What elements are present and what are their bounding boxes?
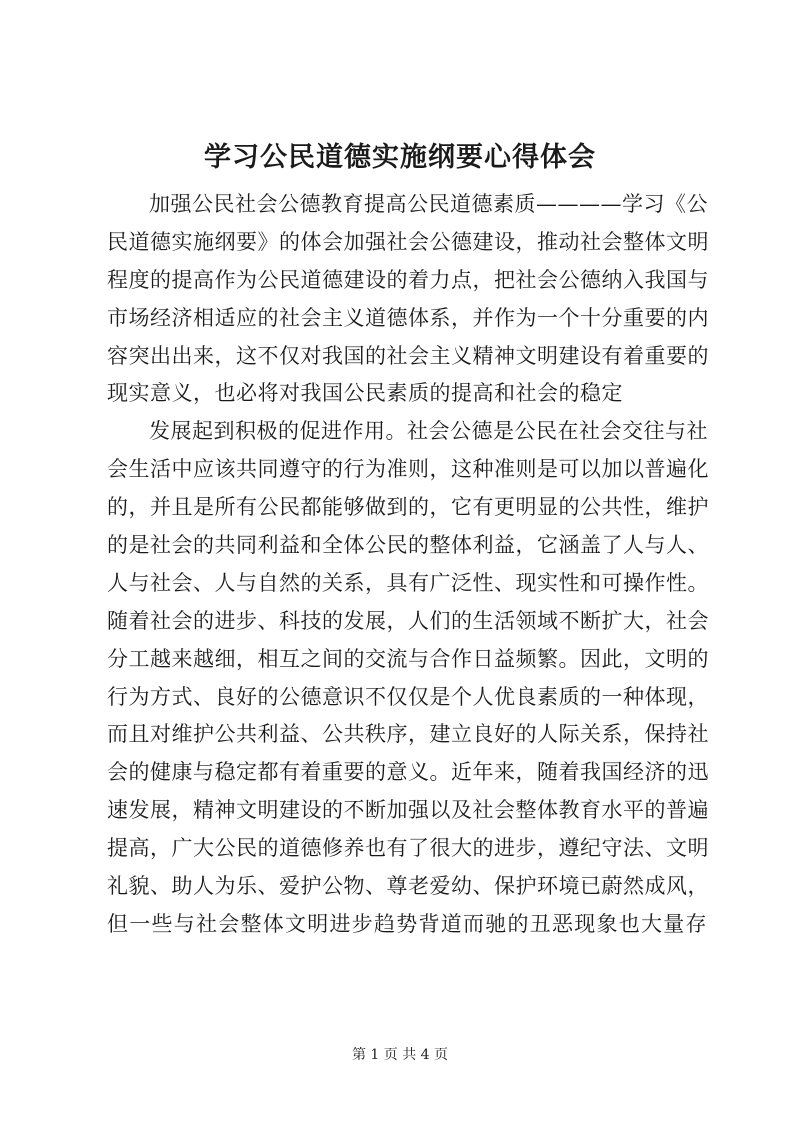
page-number-footer: 第 1 页 共 4 页 [351, 1047, 449, 1063]
text-line: 的是社会的共同利益和全体公民的整体利益，它涵盖了人与人、 [107, 533, 709, 558]
text-line: 速发展，精神文明建设的不断加强以及社会整体教育水平的普遍 [107, 798, 709, 823]
text-line: 会的健康与稳定都有着重要的意义。近年来，随着我国经济的迅 [107, 760, 709, 785]
text-line: 礼貌、助人为乐、爱护公物、尊老爱幼、保护环境已蔚然成风， [107, 874, 709, 899]
text-line: 而且对维护公共利益、公共秩序，建立良好的人际关系，保持社 [107, 722, 709, 747]
text-line: 市场经济相适应的社会主义道德体系，并作为一个十分重要的内 [107, 305, 709, 330]
text-line: 人与社会、人与自然的关系，具有广泛性、现实性和可操作性。 [107, 570, 709, 595]
text-line: 会生活中应该共同遵守的行为准则，这种准则是可以加以普遍化 [107, 457, 709, 482]
text-line: 行为方式、良好的公德意识不仅仅是个人优良素质的一种体现， [107, 684, 709, 709]
text-line: 但一些与社会整体文明进步趋势背道而驰的丑恶现象也大量存 [107, 911, 707, 936]
text-line: 容突出出来，这不仅对我国的社会主义精神文明建设有着重要的 [107, 343, 709, 368]
text-line: 的，并且是所有公民都能够做到的，它有更明显的公共性，维护 [107, 495, 709, 520]
page-title: 学习公民道德实施纲要心得体会 [204, 142, 596, 173]
text-line: 程度的提高作为公民道德建设的着力点，把社会公德纳入我国与 [107, 267, 709, 292]
text-line: 加强公民社会公德教育提高公民道德素质————学习《公 [149, 192, 708, 216]
text-line: 分工越来越细，相互之间的交流与合作日益频繁。因此，文明的 [107, 646, 709, 671]
text-line: 提高，广大公民的道德修养也有了很大的进步，遵纪守法、文明 [107, 836, 709, 861]
text-line: 发展起到积极的促进作用。社会公德是公民在社会交往与社 [149, 419, 708, 444]
text-line: 随着社会的进步、科技的发展，人们的生活领域不断扩大，社会 [107, 608, 709, 633]
text-line: 现实意义，也必将对我国公民素质的提高和社会的稳定 [107, 381, 623, 406]
body-text [107, 186, 707, 944]
text-line: 民道德实施纲要》的体会加强社会公德建设，推动社会整体文明 [107, 229, 709, 254]
